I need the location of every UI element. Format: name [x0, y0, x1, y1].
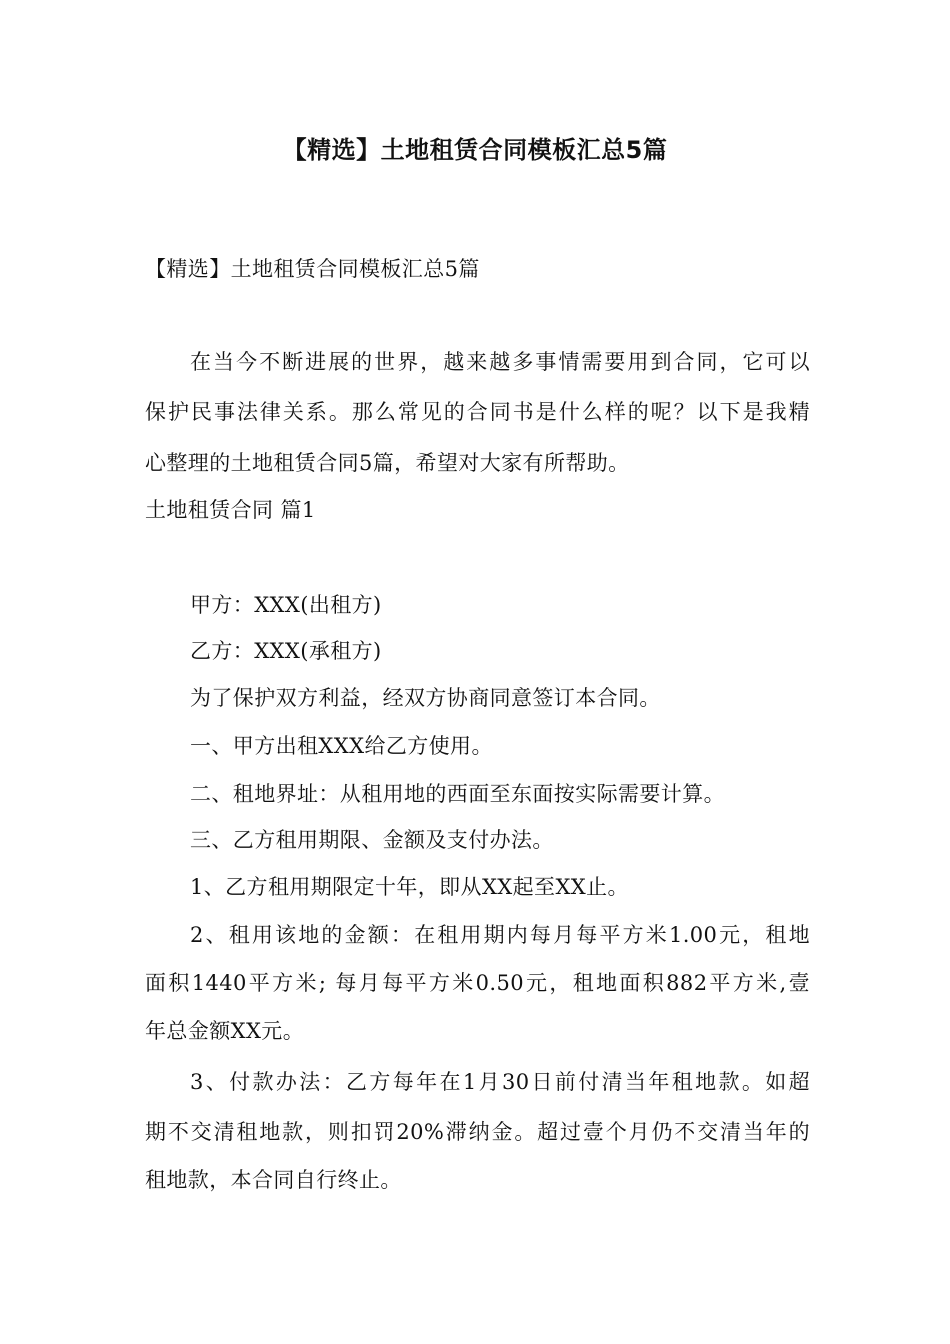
- item-3-line-2: 期不交清租地款，则扣罚20%滞纳金。超过壹个月仍不交清当年的: [145, 1120, 810, 1144]
- intro-line-3: 心整理的土地租赁合同5篇，希望对大家有所帮助。: [145, 451, 630, 475]
- purpose-statement: 为了保护双方利益，经双方协商同意签订本合同。: [190, 686, 661, 710]
- document-subtitle: 【精选】土地租赁合同模板汇总5篇: [145, 257, 480, 281]
- intro-line-2: 保护民事法律关系。那么常见的合同书是什么样的呢？以下是我精: [145, 400, 810, 424]
- clause-2: 二、租地界址：从租用地的西面至东面按实际需要计算。: [190, 782, 725, 806]
- item-2-line-1: 2、租用该地的金额：在租用期内每月每平方米1.00元，租地: [190, 923, 810, 947]
- document-title: 【精选】土地租赁合同模板汇总5篇: [282, 136, 668, 164]
- item-2-line-2: 面积1440平方米; 每月每平方米0.50元，租地面积882平方米,壹: [145, 971, 810, 995]
- item-2-line-3: 年总金额XX元。: [145, 1019, 305, 1043]
- party-a: 甲方：XXX(出租方): [190, 593, 382, 617]
- section-heading: 土地租赁合同 篇1: [145, 498, 316, 522]
- clause-3: 三、乙方租用期限、金额及支付办法。: [190, 828, 554, 852]
- party-b: 乙方：XXX(承租方): [190, 639, 382, 663]
- intro-line-1: 在当今不断进展的世界，越来越多事情需要用到合同，它可以: [190, 350, 810, 374]
- clause-1: 一、甲方出租XXX给乙方使用。: [190, 734, 493, 758]
- item-3-line-3: 租地款，本合同自行终止。: [145, 1168, 402, 1192]
- item-1: 1、乙方租用期限定十年，即从XX起至XX止。: [190, 875, 629, 899]
- item-3-line-1: 3、付款办法：乙方每年在1月30日前付清当年租地款。如超: [190, 1070, 810, 1094]
